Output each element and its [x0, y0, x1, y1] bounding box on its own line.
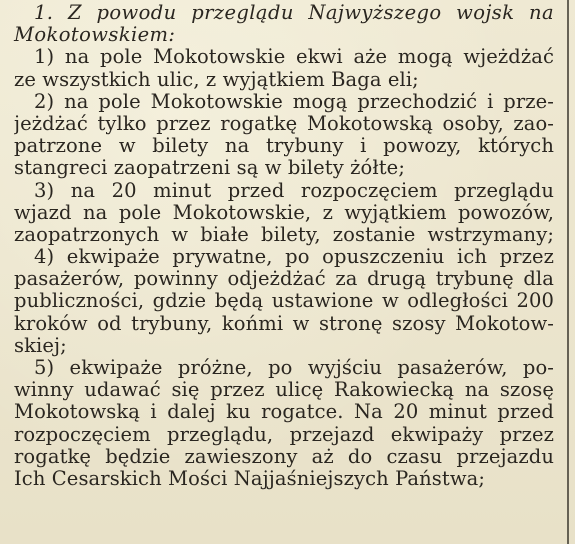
item-5-line-4: rozpoczęciem przeglądu, przejazd ekwipaży przez: [14, 423, 554, 446]
heading-line-1: 1. Z powodu przeglądu Najwyższego wojsk na: [34, 2, 554, 24]
item-4-line-3: publiczności, gdzie będą ustawione w odległości 200: [14, 290, 554, 313]
item-5-line-1: 5) ekwipaże próżne, po wyjściu pasażerów, po-: [34, 357, 554, 379]
item-5-line-5: rogatkę będzie zawieszony aż do czasu przejazdu: [14, 445, 554, 468]
item-2-line-3: patrzone w bilety na trybuny i powozy, których: [14, 135, 554, 158]
item-3-line-3: zaopatrzonych w białe bilety, zostanie wstrzymany;: [14, 223, 554, 246]
item-2-line-2: jeżdżać tylko przez rogatkę Mokotowską osoby, zao-: [14, 112, 554, 135]
item-3-line-1: 3) na 20 minut przed rozpoczęciem przeglądu: [34, 179, 554, 202]
article-column: [14, 2, 554, 490]
item-4-line-5: skiej;: [14, 333, 67, 357]
item-1-line-1: 1) na pole Mokotowskie ekwi aże mogą wjeżdżać: [34, 46, 554, 69]
item-3-line-2: wjazd na pole Mokotowskie, z wyjątkiem powozów,: [14, 201, 554, 224]
item-5-line-2: winny udawać się przez ulicę Rakowiecką na szosę: [14, 379, 554, 402]
item-4-line-1: 4) ekwipaże prywatne, po opuszczeniu ich przez: [34, 246, 554, 269]
item-4-line-2: pasażerów, powinny odjeżdżać za drugą trybunę dla: [14, 268, 554, 291]
item-2-line-4: stangreci zaopatrzeni są w bilety żółte;: [14, 156, 405, 180]
item-5-line-6: Ich Cesarskich Mości Najjaśniejszych Państwa;: [14, 466, 486, 490]
item-1-line-2: ze wszystkich ulic, z wyjątkiem Baga eli;: [14, 67, 419, 91]
item-4-line-4: kroków od trybuny, końmi w stronę szosy Mokotow-: [14, 312, 554, 335]
heading-line-2: Mokotowskiem:: [14, 23, 176, 47]
column-rule: [567, 0, 569, 544]
item-2-line-1: 2) na pole Mokotowskie mogą przechodzić i prze-: [34, 90, 554, 113]
item-5-line-3: Mokotowską i dalej ku rogatce. Na 20 minut przed: [14, 401, 554, 424]
